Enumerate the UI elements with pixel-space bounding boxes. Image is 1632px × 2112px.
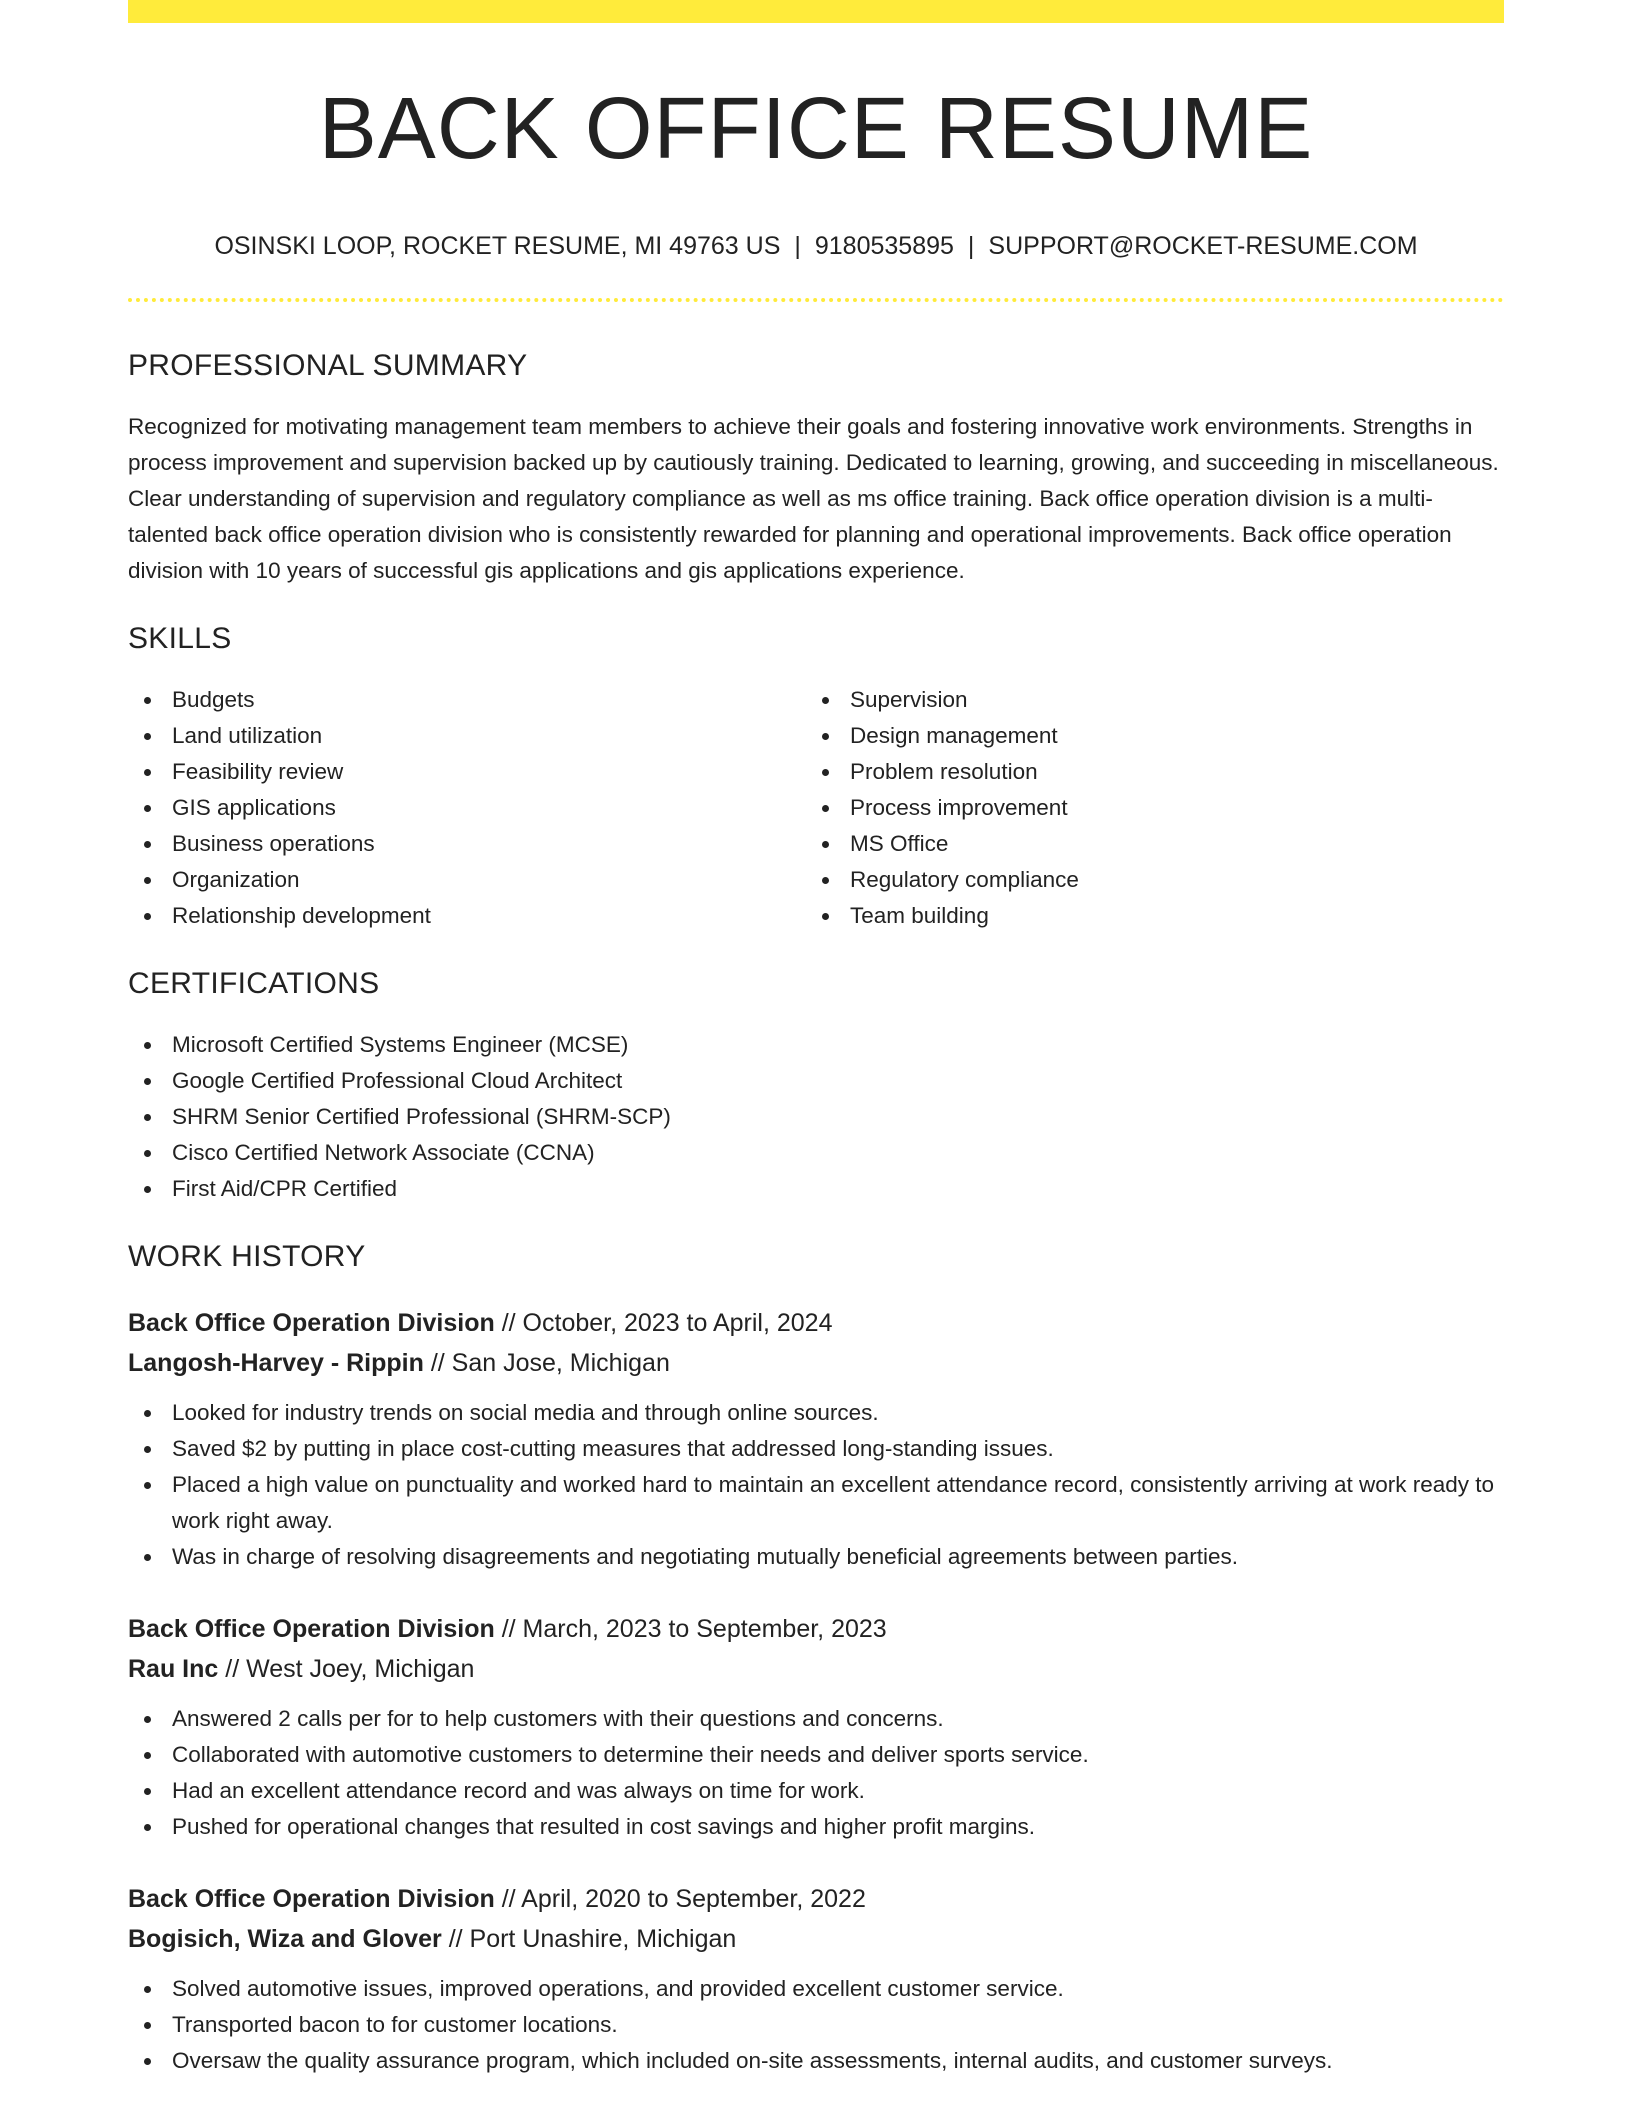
job-entry (128, 1303, 1504, 1575)
certification-item: Microsoft Certified Systems Engineer (MCSE) (128, 1027, 1504, 1063)
job-dates: // October, 2023 to April, 2024 (501, 1308, 833, 1337)
contact-separator: | (794, 231, 801, 260)
skills-column-left (128, 682, 806, 934)
certification-item: SHRM Senior Certified Professional (SHRM-SCP) (128, 1099, 1504, 1135)
job-location: // West Joey, Michigan (225, 1654, 475, 1683)
work-history-heading: WORK HISTORY (128, 1239, 366, 1273)
job-bullet: Was in charge of resolving disagreements and negotiating mutually beneficial agreements between parties. (128, 1539, 1504, 1575)
job-title-line (128, 1303, 1504, 1343)
job-title-line (128, 1879, 1504, 1919)
job-location: // San Jose, Michigan (430, 1348, 670, 1377)
job-company: Rau Inc (128, 1654, 219, 1683)
job-company: Langosh-Harvey - Rippin (128, 1348, 424, 1377)
skill-item: Design management (806, 718, 1484, 754)
skill-item: GIS applications (128, 790, 806, 826)
skill-item: Budgets (128, 682, 806, 718)
skill-item: Business operations (128, 826, 806, 862)
job-title: Back Office Operation Division (128, 1884, 495, 1913)
certifications-list (128, 1027, 1504, 1207)
job-company-line (128, 1343, 1504, 1383)
skill-item: MS Office (806, 826, 1484, 862)
job-bullets (128, 1971, 1504, 2079)
summary-heading: PROFESSIONAL SUMMARY (128, 348, 528, 382)
job-company-line (128, 1649, 1504, 1689)
skill-item: Team building (806, 898, 1484, 934)
skill-item: Problem resolution (806, 754, 1484, 790)
skill-item: Feasibility review (128, 754, 806, 790)
job-dates: // March, 2023 to September, 2023 (501, 1614, 887, 1643)
job-bullets (128, 1701, 1504, 1845)
dotted-divider (128, 298, 1504, 302)
job-bullet: Collaborated with automotive customers to determine their needs and deliver sports service. (128, 1737, 1504, 1773)
skill-item: Land utilization (128, 718, 806, 754)
skill-item: Process improvement (806, 790, 1484, 826)
job-bullet: Solved automotive issues, improved operations, and provided excellent customer service. (128, 1971, 1504, 2007)
job-entry (128, 1879, 1504, 2079)
job-dates: // April, 2020 to September, 2022 (501, 1884, 866, 1913)
summary-text: Recognized for motivating management team members to achieve their goals and fostering innovative work environments. Strengths in process improvement and supervision backed up by cautiously training. Dedicated to learning, growing, and succeeding in miscellaneous. Clear understanding of supervision and regulatory compliance as well as ms office training. Back office operation division is a multi-talented back office operation division who is consistently rewarded for planning and operational improvements. Back office operation division with 10 years of successful gis applications and gis applications experience. (128, 413, 1499, 583)
skill-item: Regulatory compliance (806, 862, 1484, 898)
skills-list (128, 682, 1504, 934)
job-bullet: Transported bacon to for customer locations. (128, 2007, 1504, 2043)
job-bullet: Oversaw the quality assurance program, which included on-site assessments, internal audits, and customer surveys. (128, 2043, 1504, 2079)
certifications-heading: CERTIFICATIONS (128, 966, 380, 1000)
job-title: Back Office Operation Division (128, 1614, 495, 1643)
skills-heading: SKILLS (128, 621, 232, 655)
skill-item: Organization (128, 862, 806, 898)
job-bullets (128, 1395, 1504, 1575)
job-company-line (128, 1919, 1504, 1959)
contact-email: SUPPORT@ROCKET-RESUME.COM (988, 231, 1418, 260)
job-entry (128, 1609, 1504, 1845)
contact-line (128, 231, 1504, 261)
job-bullet: Answered 2 calls per for to help customers with their questions and concerns. (128, 1701, 1504, 1737)
skill-item: Relationship development (128, 898, 806, 934)
contact-separator: | (967, 231, 975, 260)
job-title: Back Office Operation Division (128, 1308, 495, 1337)
certification-item: Cisco Certified Network Associate (CCNA) (128, 1135, 1504, 1171)
job-company: Bogisich, Wiza and Glover (128, 1924, 442, 1953)
skills-column-right (806, 682, 1484, 934)
contact-address: OSINSKI LOOP, ROCKET RESUME, MI 49763 US (214, 231, 781, 260)
job-location: // Port Unashire, Michigan (448, 1924, 737, 1953)
resume-page (128, 0, 1504, 2079)
job-bullet: Had an excellent attendance record and was always on time for work. (128, 1773, 1504, 1809)
job-title-line (128, 1609, 1504, 1649)
contact-phone: 9180535895 (814, 231, 954, 260)
job-bullet: Pushed for operational changes that resulted in cost savings and higher profit margins. (128, 1809, 1504, 1845)
certification-item: First Aid/CPR Certified (128, 1171, 1504, 1207)
resume-title: BACK OFFICE RESUME (318, 80, 1314, 177)
certification-item: Google Certified Professional Cloud Architect (128, 1063, 1504, 1099)
accent-top-bar (128, 0, 1504, 23)
job-bullet: Looked for industry trends on social media and through online sources. (128, 1395, 1504, 1431)
job-bullet: Saved $2 by putting in place cost-cutting measures that addressed long-standing issues. (128, 1431, 1504, 1467)
job-bullet: Placed a high value on punctuality and worked hard to maintain an excellent attendance record, consistently arriving at work ready to work right away. (128, 1467, 1504, 1539)
skill-item: Supervision (806, 682, 1484, 718)
